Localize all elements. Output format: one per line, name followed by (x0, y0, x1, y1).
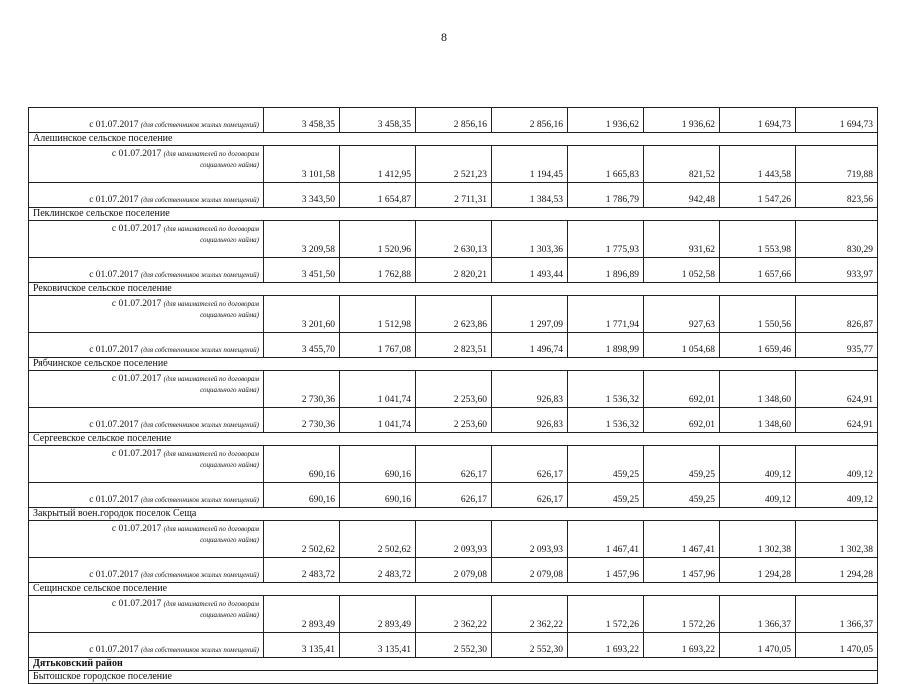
value-cell: 2 623,86 (416, 296, 492, 333)
owners-label (29, 408, 264, 433)
value-cell: 926,83 (492, 371, 568, 408)
value-cell: 3 455,70 (264, 333, 340, 358)
value-cell: 942,48 (644, 183, 720, 208)
owners-note: (для собственников жилых помещений) (140, 120, 259, 129)
value-cell: 1 657,66 (720, 258, 796, 283)
value-cell: 459,25 (568, 483, 644, 508)
value-cell: 3 343,50 (264, 183, 340, 208)
value-cell: 3 458,35 (340, 108, 416, 133)
tenants-label (29, 371, 264, 408)
tenants-note-continued: социального найма) (200, 610, 259, 619)
value-cell: 1 496,74 (492, 333, 568, 358)
owners-label (29, 633, 264, 658)
tenants-note-continued: социального найма) (200, 460, 259, 469)
table-row (29, 433, 878, 446)
value-cell: 409,12 (720, 446, 796, 483)
value-cell: 2 093,93 (492, 521, 568, 558)
value-cell: 3 101,58 (264, 146, 340, 183)
date-prefix: с 01.07.2017 (89, 494, 139, 505)
value-cell: 1 665,83 (568, 146, 644, 183)
value-cell: 626,17 (416, 483, 492, 508)
table-body (29, 108, 878, 684)
table-row (29, 333, 878, 358)
table-row (29, 358, 878, 371)
table-row (29, 446, 878, 483)
value-cell: 1 694,73 (720, 108, 796, 133)
date-prefix: с 01.07.2017 (111, 449, 162, 459)
value-cell: 1 936,62 (568, 108, 644, 133)
value-cell: 1 762,88 (340, 258, 416, 283)
value-cell: 1 366,37 (720, 596, 796, 633)
table-row (29, 508, 878, 521)
label-line-1 (33, 374, 259, 386)
table-row (29, 183, 878, 208)
value-cell: 2 502,62 (340, 521, 416, 558)
value-cell: 3 135,41 (340, 633, 416, 658)
value-cell: 1 384,53 (492, 183, 568, 208)
value-cell: 1 536,32 (568, 408, 644, 433)
value-cell: 692,01 (644, 408, 720, 433)
value-cell: 624,91 (796, 371, 878, 408)
value-cell: 690,16 (340, 446, 416, 483)
date-prefix: с 01.07.2017 (89, 419, 139, 430)
value-cell: 1 041,74 (340, 408, 416, 433)
value-cell: 719,88 (796, 146, 878, 183)
date-prefix: с 01.07.2017 (89, 344, 139, 355)
value-cell: 2 253,60 (416, 408, 492, 433)
value-cell: 2 502,62 (264, 521, 340, 558)
value-cell: 1 366,37 (796, 596, 878, 633)
value-cell: 1 194,45 (492, 146, 568, 183)
section-header: Рековичское сельское поселение (29, 283, 878, 296)
label-line-1 (33, 599, 259, 611)
date-prefix: с 01.07.2017 (89, 119, 139, 130)
section-header: Закрытый воен.городок поселок Сеща (29, 508, 878, 521)
value-cell: 1 443,58 (720, 146, 796, 183)
value-cell: 2 521,23 (416, 146, 492, 183)
tenants-label (29, 146, 264, 183)
value-cell: 3 209,58 (264, 221, 340, 258)
value-cell: 624,91 (796, 408, 878, 433)
value-cell: 830,29 (796, 221, 878, 258)
value-cell: 409,12 (720, 483, 796, 508)
value-cell: 2 823,51 (416, 333, 492, 358)
table-row (29, 558, 878, 583)
owners-note: (для собственников жилых помещений) (140, 345, 259, 354)
value-cell: 3 451,50 (264, 258, 340, 283)
table-row (29, 633, 878, 658)
tenants-note: (для нанимателей по договорам (163, 600, 259, 608)
table-row (29, 146, 878, 183)
value-cell: 826,87 (796, 296, 878, 333)
value-cell: 409,12 (796, 446, 878, 483)
value-cell: 2 483,72 (340, 558, 416, 583)
value-cell: 2 552,30 (492, 633, 568, 658)
value-cell: 823,56 (796, 183, 878, 208)
owners-label (29, 333, 264, 358)
value-cell: 1 041,74 (340, 371, 416, 408)
table-row (29, 258, 878, 283)
value-cell: 626,17 (492, 446, 568, 483)
table-row (29, 658, 878, 671)
table-row (29, 371, 878, 408)
value-cell: 1 520,96 (340, 221, 416, 258)
tariff-table (28, 107, 878, 684)
value-cell: 1 693,22 (568, 633, 644, 658)
value-cell: 2 079,08 (416, 558, 492, 583)
value-cell: 821,52 (644, 146, 720, 183)
value-cell: 2 856,16 (416, 108, 492, 133)
value-cell: 459,25 (568, 446, 644, 483)
table-row (29, 671, 878, 684)
date-prefix: с 01.07.2017 (111, 374, 162, 384)
value-cell: 1 348,60 (720, 371, 796, 408)
value-cell: 2 093,93 (416, 521, 492, 558)
date-prefix: с 01.07.2017 (111, 299, 162, 309)
value-cell: 1 786,79 (568, 183, 644, 208)
owners-label (29, 258, 264, 283)
value-cell: 2 362,22 (492, 596, 568, 633)
table-row (29, 596, 878, 633)
value-cell: 927,63 (644, 296, 720, 333)
value-cell: 690,16 (264, 446, 340, 483)
owners-note: (для собственников жилых помещений) (140, 195, 259, 204)
value-cell: 1 550,56 (720, 296, 796, 333)
value-cell: 2 362,22 (416, 596, 492, 633)
tenants-label (29, 221, 264, 258)
value-cell: 1 457,96 (644, 558, 720, 583)
label-line-1 (33, 299, 259, 311)
value-cell: 1 936,62 (644, 108, 720, 133)
value-cell: 1 771,94 (568, 296, 644, 333)
tenants-note: (для нанимателей по договорам (163, 525, 259, 533)
value-cell: 2 253,60 (416, 371, 492, 408)
value-cell: 1 052,58 (644, 258, 720, 283)
tenants-note-continued: социального найма) (200, 235, 259, 244)
value-cell: 2 730,36 (264, 371, 340, 408)
value-cell: 3 458,35 (264, 108, 340, 133)
value-cell: 2 893,49 (264, 596, 340, 633)
tenants-note: (для нанимателей по договорам (163, 300, 259, 308)
table-row (29, 408, 878, 433)
value-cell: 3 135,41 (264, 633, 340, 658)
table-row (29, 133, 878, 146)
value-cell: 1 775,93 (568, 221, 644, 258)
owners-note: (для собственников жилых помещений) (140, 570, 259, 579)
section-header: Сещинское сельское поселение (29, 583, 878, 596)
value-cell: 1 294,28 (796, 558, 878, 583)
value-cell: 1 654,87 (340, 183, 416, 208)
table-row (29, 583, 878, 596)
section-header: Сергеевское сельское поселение (29, 433, 878, 446)
tenants-label (29, 596, 264, 633)
tenants-note: (для нанимателей по договорам (163, 225, 259, 233)
value-cell: 1 303,36 (492, 221, 568, 258)
tenants-note-continued: социального найма) (200, 160, 259, 169)
date-prefix: с 01.07.2017 (111, 524, 162, 534)
value-cell: 2 893,49 (340, 596, 416, 633)
district-header: Дятьковский район (29, 658, 878, 671)
tenants-note-continued: социального найма) (200, 535, 259, 544)
value-cell: 1 767,08 (340, 333, 416, 358)
value-cell: 1 693,22 (644, 633, 720, 658)
label-line-1 (33, 224, 259, 236)
value-cell: 1 572,26 (644, 596, 720, 633)
table-row (29, 108, 878, 133)
value-cell: 1 572,26 (568, 596, 644, 633)
date-prefix: с 01.07.2017 (89, 644, 139, 655)
table-row (29, 221, 878, 258)
value-cell: 2 079,08 (492, 558, 568, 583)
date-prefix: с 01.07.2017 (111, 149, 162, 159)
table-row (29, 296, 878, 333)
value-cell: 626,17 (416, 446, 492, 483)
owners-note: (для собственников жилых помещений) (140, 495, 259, 504)
value-cell: 2 856,16 (492, 108, 568, 133)
value-cell: 1 457,96 (568, 558, 644, 583)
value-cell: 690,16 (264, 483, 340, 508)
date-prefix: с 01.07.2017 (111, 224, 162, 234)
value-cell: 931,62 (644, 221, 720, 258)
value-cell: 3 201,60 (264, 296, 340, 333)
label-line-1 (33, 524, 259, 536)
section-header: Рябчинское сельское поселение (29, 358, 878, 371)
tenants-label (29, 521, 264, 558)
tenants-label (29, 446, 264, 483)
value-cell: 2 552,30 (416, 633, 492, 658)
value-cell: 1 054,68 (644, 333, 720, 358)
value-cell: 1 493,44 (492, 258, 568, 283)
section-header: Бытошское городское поселение (29, 671, 878, 684)
tenants-note: (для нанимателей по договорам (163, 375, 259, 383)
value-cell: 926,83 (492, 408, 568, 433)
value-cell: 409,12 (796, 483, 878, 508)
date-prefix: с 01.07.2017 (89, 269, 139, 280)
value-cell: 1 412,95 (340, 146, 416, 183)
owners-note: (для собственников жилых помещений) (140, 270, 259, 279)
value-cell: 1 348,60 (720, 408, 796, 433)
value-cell: 1 547,26 (720, 183, 796, 208)
value-cell: 626,17 (492, 483, 568, 508)
value-cell: 1 467,41 (568, 521, 644, 558)
value-cell: 2 820,21 (416, 258, 492, 283)
value-cell: 692,01 (644, 371, 720, 408)
owners-label (29, 483, 264, 508)
date-prefix: с 01.07.2017 (89, 569, 139, 580)
label-line-1 (33, 449, 259, 461)
section-header: Пеклинское сельское поселение (29, 208, 878, 221)
value-cell: 1 470,05 (796, 633, 878, 658)
date-prefix: с 01.07.2017 (89, 194, 139, 205)
value-cell: 1 694,73 (796, 108, 878, 133)
value-cell: 1 470,05 (720, 633, 796, 658)
value-cell: 1 898,99 (568, 333, 644, 358)
value-cell: 1 512,98 (340, 296, 416, 333)
table-row (29, 208, 878, 221)
table-row (29, 283, 878, 296)
value-cell: 1 536,32 (568, 371, 644, 408)
owners-label (29, 558, 264, 583)
value-cell: 1 294,28 (720, 558, 796, 583)
tenants-note-continued: социального найма) (200, 310, 259, 319)
date-prefix: с 01.07.2017 (111, 599, 162, 609)
owners-note: (для собственников жилых помещений) (140, 420, 259, 429)
value-cell: 459,25 (644, 446, 720, 483)
value-cell: 935,77 (796, 333, 878, 358)
table-row (29, 483, 878, 508)
value-cell: 1 553,98 (720, 221, 796, 258)
owners-label (29, 108, 264, 133)
owners-note: (для собственников жилых помещений) (140, 645, 259, 654)
tenants-note: (для нанимателей по договорам (163, 150, 259, 158)
label-line-1 (33, 149, 259, 161)
section-header: Алешинское сельское поселение (29, 133, 878, 146)
page-number: 8 (441, 30, 447, 44)
value-cell: 1 896,89 (568, 258, 644, 283)
value-cell: 1 302,38 (796, 521, 878, 558)
value-cell: 1 659,46 (720, 333, 796, 358)
value-cell: 1 467,41 (644, 521, 720, 558)
value-cell: 1 302,38 (720, 521, 796, 558)
value-cell: 690,16 (340, 483, 416, 508)
value-cell: 459,25 (644, 483, 720, 508)
value-cell: 2 483,72 (264, 558, 340, 583)
value-cell: 933,97 (796, 258, 878, 283)
value-cell: 2 711,31 (416, 183, 492, 208)
table-row (29, 521, 878, 558)
tenants-note-continued: социального найма) (200, 385, 259, 394)
tenants-label (29, 296, 264, 333)
tenants-note: (для нанимателей по договорам (163, 450, 259, 458)
value-cell: 2 730,36 (264, 408, 340, 433)
owners-label (29, 183, 264, 208)
value-cell: 1 297,09 (492, 296, 568, 333)
value-cell: 2 630,13 (416, 221, 492, 258)
